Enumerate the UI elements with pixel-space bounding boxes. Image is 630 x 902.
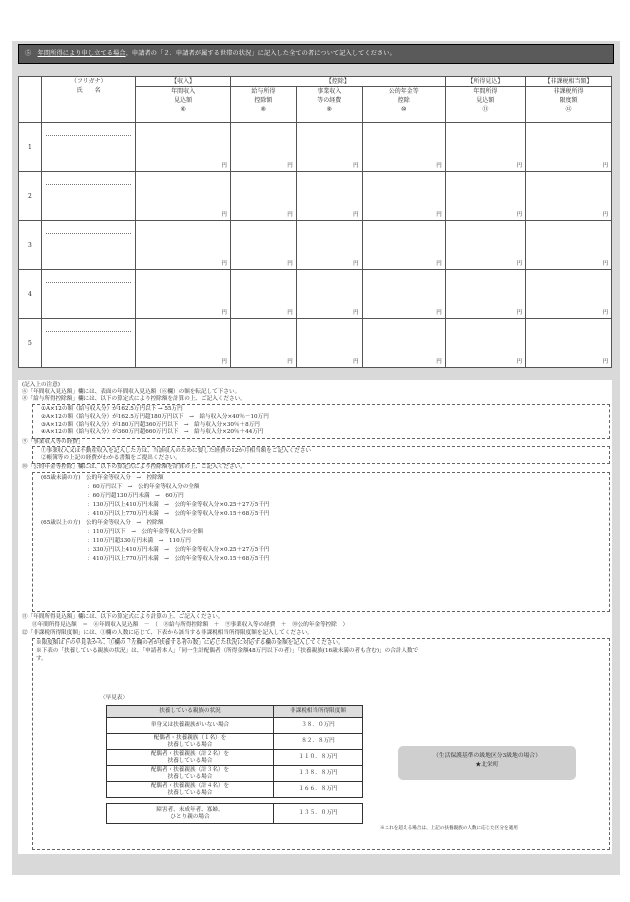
header-underlined: 年間所得により申し立てる場合 — [37, 50, 126, 57]
hayami-row — [107, 766, 363, 782]
amount-input[interactable] — [445, 221, 525, 270]
yen-unit: 円 — [287, 310, 293, 316]
row-number: 3 — [19, 221, 42, 270]
yen-unit: 円 — [287, 261, 293, 267]
col-header-8: 給与所得 控除額 ⑧ — [230, 87, 296, 123]
amount-input[interactable] — [296, 319, 362, 368]
yen-unit: 円 — [602, 261, 608, 267]
amount-input[interactable] — [136, 319, 231, 368]
hayami-status: 配偶者・扶養親族（計４名）を 扶養している場合 — [107, 782, 274, 798]
note-10: ⑩「公的年金等控除」欄には、以下の算定式により控除額を計算の上、ご記入ください。 — [22, 464, 246, 470]
yen-unit: 円 — [602, 212, 608, 218]
notes-panel — [18, 380, 612, 854]
amount-input[interactable] — [362, 221, 445, 270]
group-shotoku: 【所得見込】 — [445, 77, 525, 87]
yen-unit: 円 — [436, 212, 442, 218]
yen-unit: 円 — [436, 163, 442, 169]
hayami-row — [107, 782, 363, 798]
amount-input[interactable] — [230, 123, 296, 172]
col-header-10: 公的年金等 控除 ⑩ — [362, 87, 445, 123]
yen-unit: 円 — [287, 359, 293, 365]
hayami-value: ３８．０万円 — [274, 718, 363, 734]
name-input[interactable] — [41, 270, 136, 319]
note-11-formula: ⑪年間所得見込額 ＝ ⑥年間収入見込額 － （ ⑧給与所得控除額 ＋ ⑨事業収入等の経費 ＋ ⑩公的年金等控除 ） — [32, 622, 349, 628]
note-12-c: す。 — [36, 656, 47, 662]
yen-unit: 円 — [353, 261, 359, 267]
hayami-row — [107, 718, 363, 734]
amount-input[interactable] — [362, 123, 445, 172]
yen-unit: 円 — [221, 163, 227, 169]
group-deduction: 【控除】 — [230, 77, 445, 87]
name-input[interactable] — [41, 172, 136, 221]
amount-input[interactable] — [136, 172, 231, 221]
amount-input[interactable] — [445, 123, 525, 172]
col-header-6: 年間収入 見込額 ⑥ — [136, 87, 231, 123]
section-header — [18, 44, 614, 64]
yen-unit: 円 — [221, 212, 227, 218]
table-row — [19, 123, 612, 172]
name-input[interactable] — [41, 123, 136, 172]
notes-title: (記入上の注意) — [22, 382, 60, 388]
amount-input[interactable] — [445, 270, 525, 319]
amount-input[interactable] — [362, 319, 445, 368]
name-header: （フリガナ） 氏 名 — [41, 77, 136, 123]
furigana-line — [46, 331, 132, 332]
amount-input[interactable] — [296, 123, 362, 172]
note-11: ⑪「年間所得見込額」欄には、以下の算定式により計算の上、ご記入ください。 — [22, 614, 224, 620]
table-row — [19, 172, 612, 221]
furigana-line — [46, 233, 132, 234]
amount-input[interactable] — [296, 221, 362, 270]
yen-unit: 円 — [353, 310, 359, 316]
hayami-status: 配偶者・扶養親族（計３名）を 扶養している場合 — [107, 766, 274, 782]
table-row — [19, 221, 612, 270]
hayami-header-status: 扶養している親族の状況 — [107, 706, 274, 718]
amount-input[interactable] — [136, 221, 231, 270]
amount-input[interactable] — [526, 221, 612, 270]
hayami-row — [107, 734, 363, 750]
yen-unit: 円 — [221, 359, 227, 365]
note-12: ⑫「非課税所得限度額」には、①欄の人数に応じて、下表から該当する非課税相当所得限度額を記入してください。 — [22, 630, 313, 636]
hayami-value: ８２．８万円 — [274, 734, 363, 750]
hayami-last-status: 障害者、未成年者、寡婦、 ひとり親の場合 — [107, 804, 274, 824]
col-header-9: 事業収入 等の経費 ⑨ — [296, 87, 362, 123]
amount-input[interactable] — [526, 123, 612, 172]
amount-input[interactable] — [230, 319, 296, 368]
yen-unit: 円 — [221, 310, 227, 316]
note-8-box: ①A×12の額（給与収入分）が162.5万円以下 → 55万円 ②A×12の額（給与収入分）が162.5万円超180万円以下 → 給与収入分×40％－10万円 ③A×12の額（給与収入分）が180万円超360万円以下 → 給与収入分×30％＋8万円 ④A×12の額（給与収入分）が360万円超660万円以下 → 給与収入分×20％＋44万円 — [32, 404, 610, 439]
amount-input[interactable] — [526, 319, 612, 368]
yen-unit: 円 — [602, 310, 608, 316]
row-number: 5 — [19, 319, 42, 368]
hayami-last-value: １３５．０万円 — [274, 804, 363, 824]
note-10-box: (65歳未満の方) 公的年金等収入分 → 控除額 ：60万円以下 → 公的年金等収入分の全額 ：60万円超130万円未満 → 60万円 ：130万円以上410万円未満 → 公的年金等収入分×0.25＋27万5千円 ：410万円以上770万円未満 → 公的年金等収入分×0.15＋68万5千円 (65歳以上の方) 公的年金等収入分 → 控除額 ：110万円以下 → 公的年金等収入分の全額 ：110万円超330万円未満 → 110万円 ：330万円以上410万円未満 → 公的年金等収入分×0.25＋27万5千円 ：410万円以上770万円未満 → 公的年金等収入分×0.15＋68万5千円 — [32, 472, 610, 612]
yen-unit: 円 — [353, 359, 359, 365]
region-box: （生活保護基準の級地区分3級地の場合） ★北栄町 — [398, 746, 576, 780]
yen-unit: 円 — [516, 310, 522, 316]
section-header-text: ⑤ 年間所得により申し立てる場合、申請者の「２．申請者が属する世帯の状況」に記入した全ての者について記入してください。 — [25, 50, 396, 57]
furigana-line — [46, 184, 132, 185]
amount-input[interactable] — [445, 172, 525, 221]
note-6: ⑥「年間収入見込額」欄には、表面の年間収入見込額（⑥欄）の額を転記して下さい。 — [22, 389, 241, 395]
yen-unit: 円 — [436, 261, 442, 267]
note-9: ⑨「事業収入等の経費」 — [22, 439, 84, 445]
furigana-line — [46, 135, 132, 136]
table-row — [19, 319, 612, 368]
hayami-status: 配偶者・扶養親族（計２名）を 扶養している場合 — [107, 750, 274, 766]
amount-input[interactable] — [230, 172, 296, 221]
note-9-box: ①事業収入又は不動産収入を記入した方は、当該収入のために要した経費の12か月相当額をご記入ください ②帳簿等の上記の経費がわかる書類をご提出ください。 — [32, 446, 610, 464]
amount-input[interactable] — [362, 172, 445, 221]
col-header-12: 非課税所得 限度額 ⑫ — [526, 87, 612, 123]
yen-unit: 円 — [602, 359, 608, 365]
group-hikazei: 【非課税相当額】 — [526, 77, 612, 87]
hayami-value: １３８．８万円 — [274, 766, 363, 782]
yen-unit: 円 — [516, 212, 522, 218]
row-number: 2 — [19, 172, 42, 221]
amount-input[interactable] — [526, 172, 612, 221]
yen-unit: 円 — [287, 163, 293, 169]
amount-input[interactable] — [296, 270, 362, 319]
furigana-line — [46, 282, 132, 283]
table-row — [19, 270, 612, 319]
yen-unit: 円 — [436, 359, 442, 365]
col-header-11: 年間所得 見込額 ⑪ — [445, 87, 525, 123]
group-income: 【収入】 — [136, 77, 231, 87]
yen-unit: 円 — [353, 163, 359, 169]
amount-input[interactable] — [526, 270, 612, 319]
name-input[interactable] — [41, 319, 136, 368]
note-12-a: ※限度額は下の早見表から、①欄の「左欄の者が扶養する者の数」に応じた状況に対応する欄の金額を記入してください。 — [36, 640, 344, 646]
hayami-row — [107, 750, 363, 766]
yen-unit: 円 — [353, 212, 359, 218]
note-8: ⑧「給与所得控除額」欄には、以下の算定式により控除額を計算の上、ご記入ください。 — [22, 396, 246, 402]
income-table — [18, 76, 612, 368]
amount-input[interactable] — [445, 319, 525, 368]
amount-input[interactable] — [230, 221, 296, 270]
yen-unit: 円 — [436, 310, 442, 316]
hayami-table — [106, 705, 363, 824]
hayami-status: 単身又は扶養親族がいない場合 — [107, 718, 274, 734]
row-number: 4 — [19, 270, 42, 319]
yen-unit: 円 — [516, 261, 522, 267]
note-12-b: ※下表の「扶養している親族の状況」は、「申請者本人」「同一生計配偶者（所得金額48万円以下の者）」「扶養親族(16歳未満の者も含む)」の合計人数で — [36, 648, 419, 654]
amount-input[interactable] — [230, 270, 296, 319]
yen-unit: 円 — [221, 261, 227, 267]
yen-unit: 円 — [516, 359, 522, 365]
name-input[interactable] — [41, 221, 136, 270]
hayami-value: １６６．８万円 — [274, 782, 363, 798]
amount-input[interactable] — [136, 270, 231, 319]
hayami-title: 〈早見表〉 — [100, 695, 128, 701]
row-number: 1 — [19, 123, 42, 172]
yen-unit: 円 — [287, 212, 293, 218]
hayami-header-limit: 非課税相当所得限度額 — [274, 706, 363, 718]
footnote: ※これを超える場合は、上記の扶養親族の人数に応じた区分を適用 — [380, 826, 518, 831]
hayami-value: １１０．８万円 — [274, 750, 363, 766]
amount-input[interactable] — [362, 270, 445, 319]
amount-input[interactable] — [136, 123, 231, 172]
yen-unit: 円 — [602, 163, 608, 169]
hayami-status: 配偶者・扶養親族（１名）を 扶養している場合 — [107, 734, 274, 750]
amount-input[interactable] — [296, 172, 362, 221]
yen-unit: 円 — [516, 163, 522, 169]
